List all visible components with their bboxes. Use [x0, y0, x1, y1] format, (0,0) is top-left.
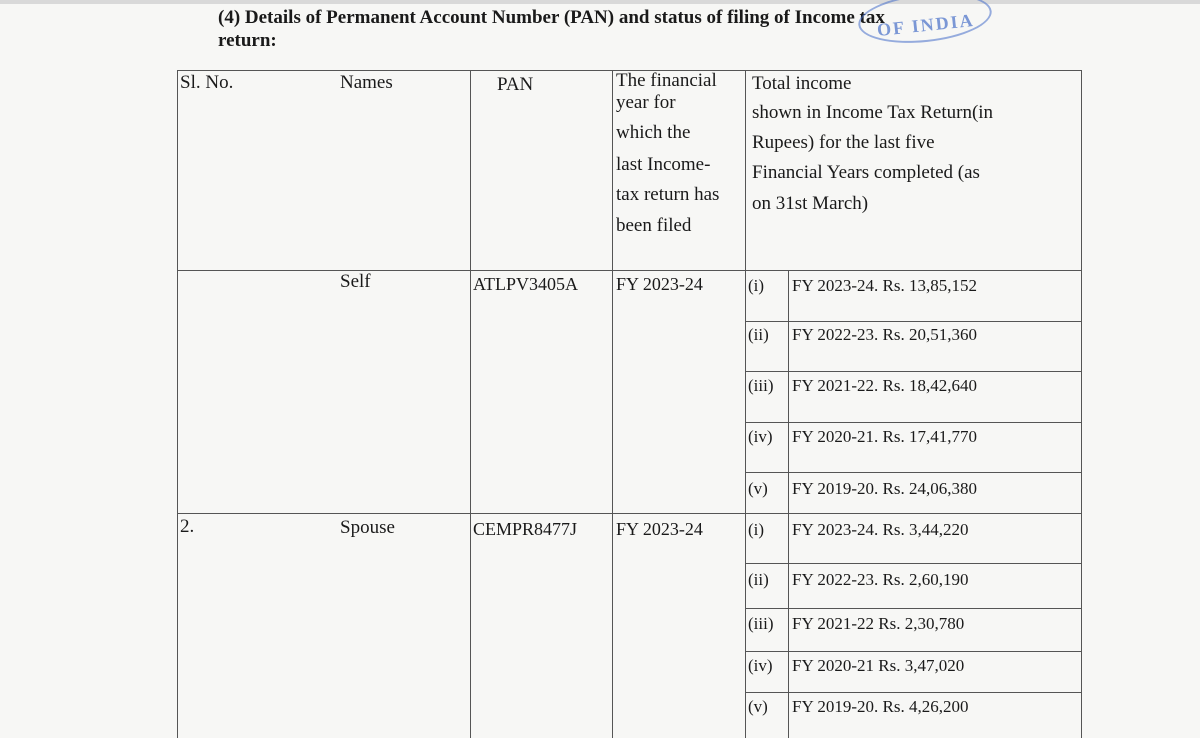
- row2-income-line: [745, 563, 1082, 564]
- row1-income-value: FY 2020-21. Rs. 17,41,770: [792, 427, 977, 446]
- col-divider-names: [470, 70, 471, 738]
- heading-line-2: return:: [218, 30, 277, 51]
- row1-income-line: [745, 321, 1082, 322]
- official-seal-stamp: OF INDIA: [856, 0, 994, 49]
- row2-income-index: (v): [748, 697, 768, 716]
- header-sl-no: Sl. No.: [180, 72, 234, 93]
- header-income-3: Rupees) for the last five: [752, 132, 935, 153]
- row2-income-value: FY 2023-24. Rs. 3,44,220: [792, 520, 969, 539]
- row1-income-index: (i): [748, 276, 765, 295]
- row2-income-index: (iv): [748, 656, 773, 675]
- header-fy-filed-4: last Income-: [616, 154, 711, 175]
- col-divider-idx: [788, 270, 789, 738]
- row2-income-line: [745, 651, 1082, 652]
- row2-name: Spouse: [340, 517, 395, 538]
- row2-income-line: [745, 608, 1082, 609]
- header-pan: PAN: [497, 74, 534, 95]
- row1-income-value: FY 2021-22. Rs. 18,42,640: [792, 376, 977, 395]
- row1-income-value: FY 2019-20. Rs. 24,06,380: [792, 479, 977, 498]
- row2-income-index: (ii): [748, 570, 769, 589]
- header-income-4: Financial Years completed (as: [752, 162, 980, 183]
- header-income-2: shown in Income Tax Return(in: [752, 102, 994, 123]
- row1-income-index: (iv): [748, 427, 773, 446]
- row2-income-line: [745, 692, 1082, 693]
- row2-fy-filed: FY 2023-24: [616, 519, 703, 539]
- col-divider-fy: [745, 70, 746, 738]
- header-names: Names: [340, 72, 393, 93]
- header-income-5: on 31st March): [752, 193, 869, 214]
- header-fy-filed-2: year for: [616, 92, 676, 113]
- row2-income-value: FY 2022-23. Rs. 2,60,190: [792, 570, 969, 589]
- row2-income-value: FY 2020-21 Rs. 3,47,020: [792, 656, 965, 675]
- row2-income-value: FY 2021-22 Rs. 2,30,780: [792, 614, 965, 633]
- row1-pan: ATLPV3405A: [473, 274, 579, 294]
- row2-income-index: (iii): [748, 614, 774, 633]
- row1-income-index: (v): [748, 479, 768, 498]
- header-fy-filed-1: The financial: [616, 70, 717, 91]
- header-fy-filed-6: been filed: [616, 215, 692, 236]
- table-border-right: [1081, 70, 1082, 738]
- row1-income-line: [745, 472, 1082, 473]
- col-divider-pan: [612, 70, 613, 738]
- row1-name: Self: [340, 271, 371, 292]
- row1-income-line: [745, 422, 1082, 423]
- row1-income-index: (ii): [748, 325, 769, 344]
- row1-income-value: FY 2023-24. Rs. 13,85,152: [792, 276, 977, 295]
- row1-income-line: [745, 371, 1082, 372]
- header-fy-filed-3: which the: [616, 122, 691, 143]
- header-income-1: Total income: [752, 73, 852, 94]
- row1-fy-filed: FY 2023-24: [616, 274, 703, 294]
- row2-sl-no: 2.: [180, 516, 195, 537]
- row1-income-value: FY 2022-23. Rs. 20,51,360: [792, 325, 977, 344]
- row1-income-index: (iii): [748, 376, 774, 395]
- row2-income-index: (i): [748, 520, 765, 539]
- heading-line-1: (4) Details of Permanent Account Number (PAN) and status of filing of Income tax: [218, 7, 885, 28]
- row2-pan: CEMPR8477J: [473, 519, 578, 539]
- table-border-left: [177, 70, 178, 738]
- header-fy-filed-5: tax return has: [616, 184, 720, 205]
- row2-income-value: FY 2019-20. Rs. 4,26,200: [792, 697, 969, 716]
